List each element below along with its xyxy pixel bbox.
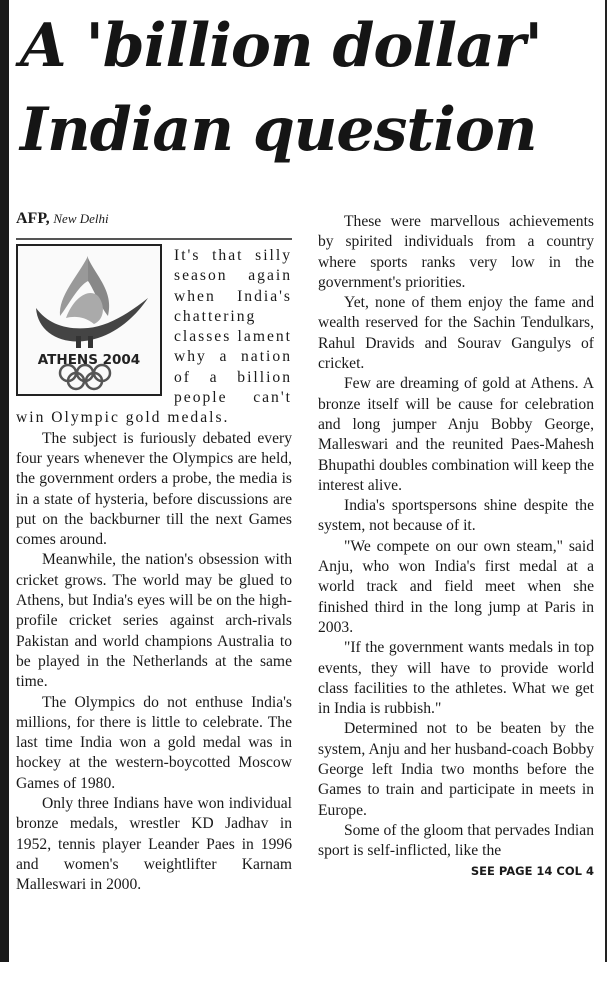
left-column bbox=[16, 232, 292, 896]
paragraph: Few are dreaming of gold at Athens. A bronze itself will be cause for celebration and long jumper Anju Bobby George, Malleswari and the reunited Paes-Mahesh Bhupathi doubles combination will keep the interest alive. bbox=[318, 375, 594, 494]
paragraph: Yet, none of them enjoy the fame and wealth reserved for the Sachin Tendulkars, Rahul Dravids and Sourav Gangulys of cricket. bbox=[318, 294, 594, 373]
paragraph: Only three Indians have won individual bronze medals, wrestler KD Jadhav in 1952, tennis player Leander Paes in 1996 and women's weightlifter Karnam Malleswari in 2000. bbox=[16, 795, 292, 894]
paragraph: It's that silly season again when India's chattering classes lament why a nation of a billion people can't win Olympic gold medals. bbox=[16, 247, 292, 427]
paragraph: The subject is furiously debated every four years whenever the Olympics are held, the government orders a probe, the media is in a state of hysteria, before discussions are put on the backburner till the next Games comes around. bbox=[16, 429, 292, 549]
athens-logo-icon bbox=[18, 246, 160, 394]
right-column bbox=[318, 212, 594, 880]
headline-line-1: A 'billion dollar' bbox=[20, 11, 542, 81]
headline bbox=[20, 4, 605, 172]
headline-line-2: Indian question bbox=[20, 95, 537, 165]
paragraph: Determined not to be beaten by the system, Anju and her husband-coach Bobby George left India two months before the Games to train and participate in meets in Europe. bbox=[318, 720, 594, 819]
byline bbox=[16, 210, 109, 228]
paragraph: India's sportspersons shine despite the system, not because of it. bbox=[318, 497, 594, 535]
paragraph: The Olympics do not enthuse India's millions, for there is little to celebrate. The last time India won a gold medal was in hockey at the western-boycotted Moscow Games of 1980. bbox=[16, 693, 292, 792]
logo-caption: ATHENS 2004 bbox=[37, 352, 141, 368]
byline-agency: AFP, bbox=[16, 210, 50, 227]
paragraph: Some of the gloom that pervades Indian sport is self-inflicted, like the bbox=[318, 821, 594, 860]
left-border bbox=[0, 0, 9, 962]
athens-2004-logo bbox=[16, 244, 162, 396]
byline-location: New Delhi bbox=[53, 211, 109, 226]
paragraph: Meanwhile, the nation's obsession with cricket grows. The world may be glued to Athens, but India's eyes will be on the high-profile cricket series against arch-rivals Pakistan and world champions Australia to be played in the Netherlands at the same time. bbox=[16, 551, 292, 691]
right-border bbox=[605, 0, 607, 962]
paragraph: These were marvellous achievements by spirited individuals from a country where sports ranks very low in the government's priorities. bbox=[318, 213, 594, 291]
continued-on-link: SEE PAGE 14 COL 4 bbox=[470, 863, 594, 878]
paragraph: "We compete on our own steam," said Anju, who won India's first medal at a world track and field meet when she finished third in the long jump at Paris in 2003. bbox=[318, 537, 594, 636]
paragraph: "If the government wants medals in top events, they will have to provide world class facilities to the athletes. What we get in India is rubbish." bbox=[318, 639, 594, 718]
